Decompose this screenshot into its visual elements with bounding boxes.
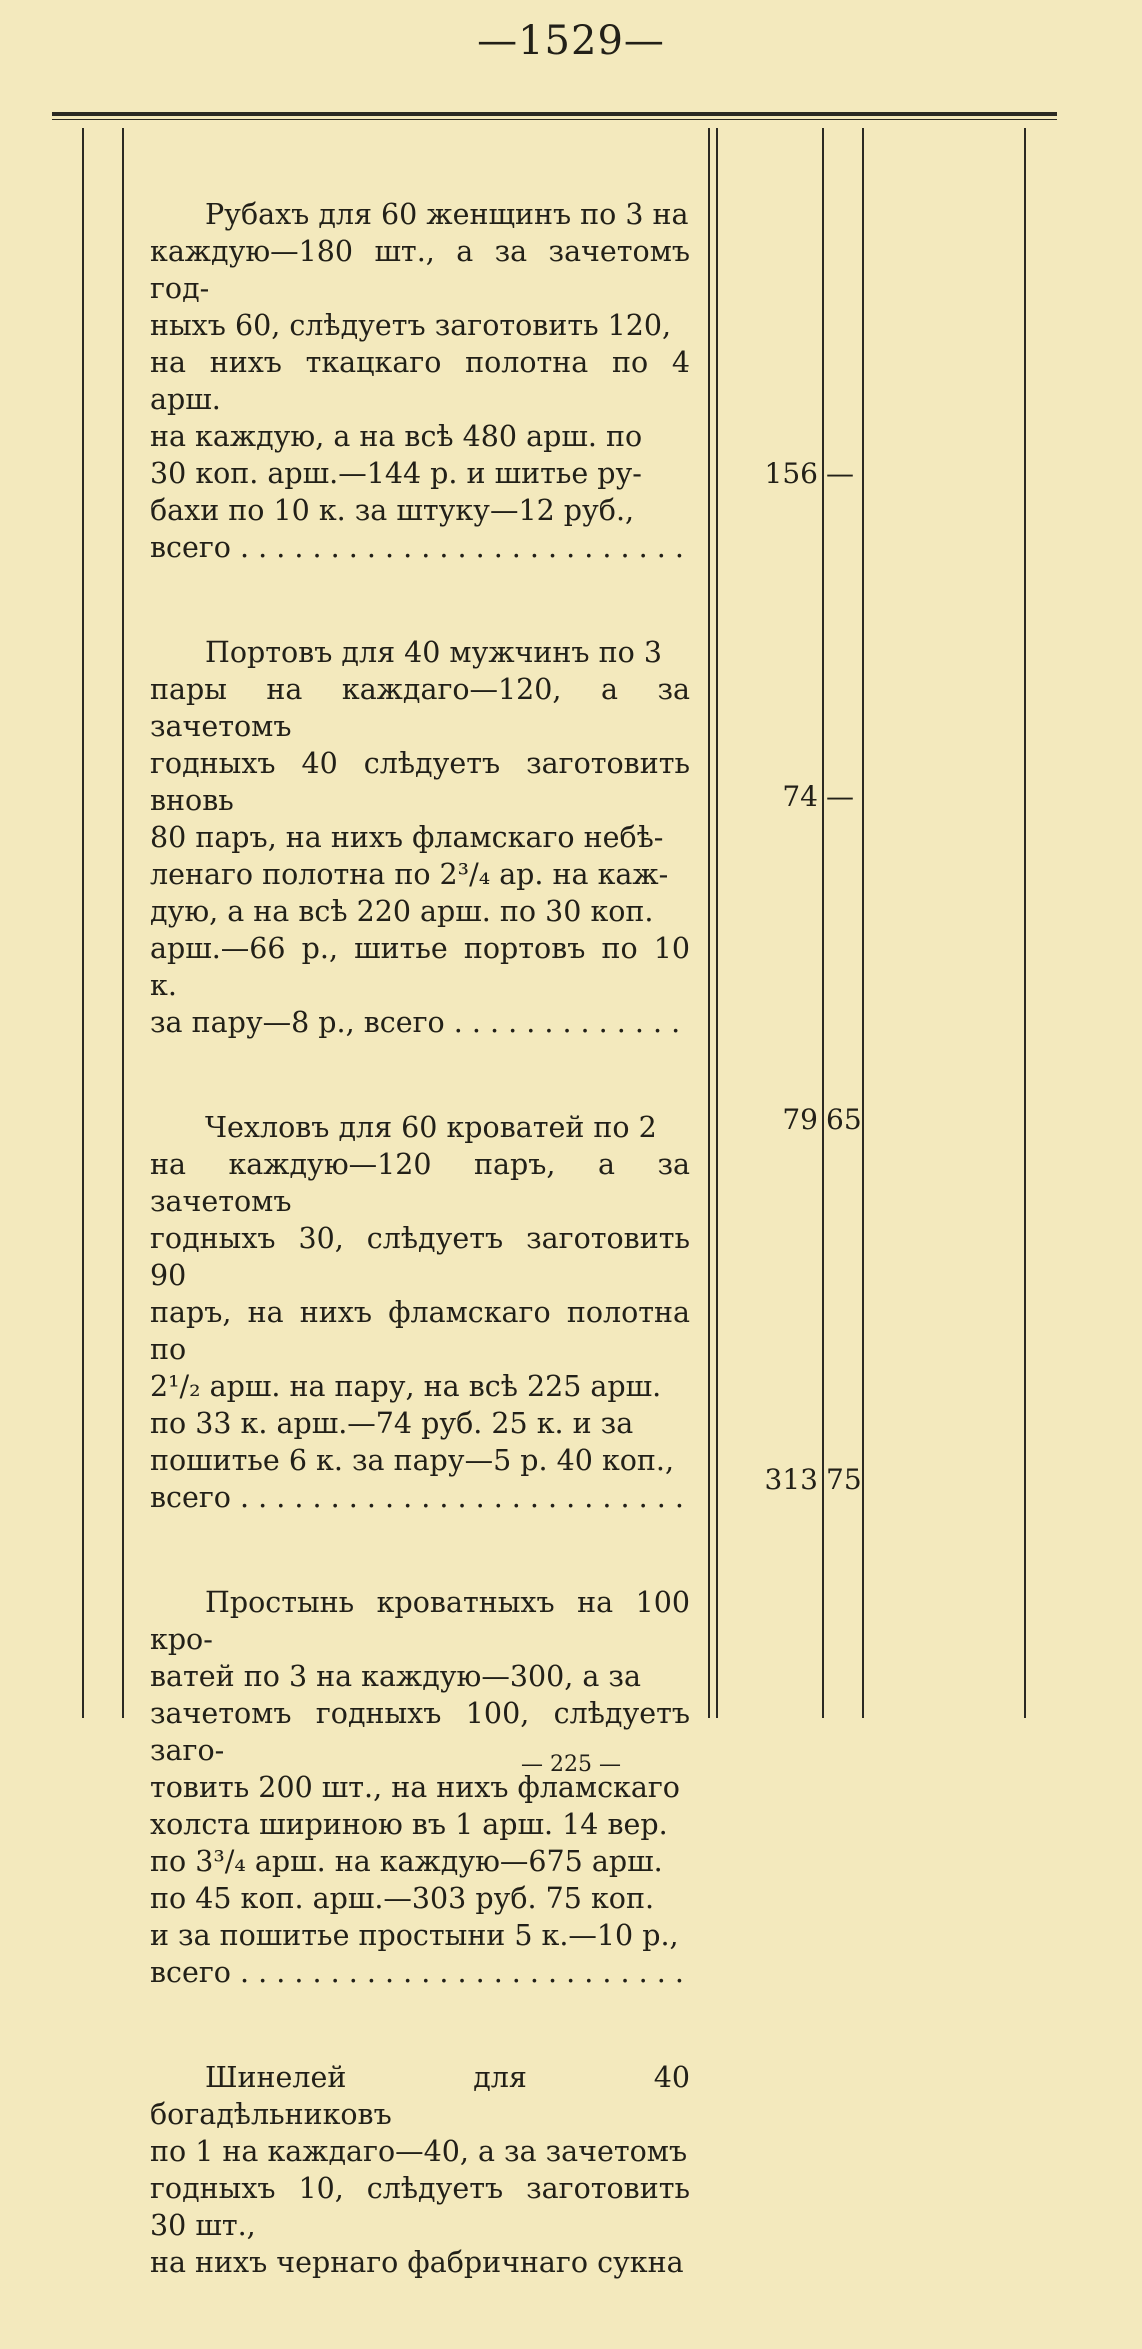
- entry-line: Портовъ для 40 мужчинъ по 3: [205, 636, 662, 669]
- entry-greatcoats: [150, 2059, 690, 2281]
- entry-line: дую, а на всѣ 220 арш. по 30 коп.: [150, 895, 654, 928]
- top-rule-thin: [52, 119, 1057, 120]
- entry-line: на нихъ ткацкаго полотна по 4 арш.: [150, 346, 690, 416]
- column-rule-kop-left: [822, 128, 824, 1718]
- column-rule-right-outer: [1024, 128, 1026, 1718]
- entry-line: по 33 к. арш.—74 руб. 25 к. и за: [150, 1407, 634, 1440]
- entry-total-label: всего . . .: [150, 1479, 690, 1516]
- entry-line: паръ, на нихъ фламскаго полотна по: [150, 1296, 690, 1366]
- sheet-number: — 225 —: [521, 1752, 621, 1777]
- amount-rub: 156: [764, 457, 818, 490]
- top-rule: [52, 112, 1057, 116]
- entry-line: Шинелей для 40 богадѣльниковъ: [150, 2061, 690, 2131]
- entry-line: годныхъ 40 слѣдуетъ заготовить вновь: [150, 747, 690, 817]
- entry-line: пары на каждаго—120, а за зачетомъ: [150, 673, 690, 743]
- entry-line: 30 коп. арш.—144 р. и шитье ру-: [150, 457, 642, 490]
- entry-line: по 3³/₄ арш. на каждую—675 арш.: [150, 1845, 663, 1878]
- amount-rub: 79: [782, 1103, 818, 1136]
- entry-line: Рубахъ для 60 женщинъ по 3 на: [205, 198, 689, 231]
- entry-line: ленаго полотна по 2³/₄ ар. на каж-: [150, 858, 669, 891]
- entry-line: холста шириною въ 1 арш. 14 вер.: [150, 1808, 668, 1841]
- entry-line: товить 200 шт., на нихъ фламскаго: [150, 1771, 680, 1804]
- text-column: [150, 196, 690, 2349]
- entry-line: 2¹/₂ арш. на пару, на всѣ 225 арш.: [150, 1370, 662, 1403]
- entry-line: арш.—66 р., шитье портовъ по 10 к.: [150, 932, 690, 1002]
- entry-line: ватей по 3 на каждую—300, а за: [150, 1660, 641, 1693]
- entry-line: бахи по 10 к. за штуку—12 руб.,: [150, 494, 635, 527]
- entry-line: по 1 на каждаго—40, а за зачетомъ: [150, 2135, 688, 2168]
- column-rule-text-right: [708, 128, 710, 1718]
- entry-line: каждую—180 шт., а за зачетомъ год-: [150, 235, 690, 305]
- amount-kop: 75: [826, 1463, 862, 1496]
- entry-shirts: [150, 196, 690, 566]
- entry-line: на каждую—120 паръ, а за зачетомъ: [150, 1148, 690, 1218]
- entry-line: зачетомъ годныхъ 100, слѣдуетъ заго-: [150, 1697, 690, 1767]
- column-rule-left-inner: [122, 128, 124, 1718]
- entry-trousers: [150, 634, 690, 1041]
- entry-total-label: всего . . .: [150, 529, 690, 566]
- entry-line: годныхъ 30, слѣдуетъ заготовить 90: [150, 1222, 690, 1292]
- entry-line: и за пошитье простыни 5 к.—10 р.,: [150, 1919, 679, 1952]
- amount-kop: 65: [826, 1103, 862, 1136]
- entry-line: Простынь кроватныхъ на 100 кро-: [150, 1586, 690, 1656]
- entry-sheets: [150, 1584, 690, 1991]
- amount-kop: —: [826, 780, 854, 813]
- amount-rub: 74: [782, 780, 818, 813]
- entry-total-label: всего . . .: [150, 1954, 690, 1991]
- entry-line: на нихъ чернаго фабричнаго сукна: [150, 2246, 684, 2279]
- entry-covers: [150, 1109, 690, 1516]
- amount-kop: —: [826, 457, 854, 490]
- entry-line: Чехловъ для 60 кроватей по 2: [205, 1111, 657, 1144]
- entry-line: на каждую, а на всѣ 480 арш. по: [150, 420, 643, 453]
- entry-total-label: за пару—8 р., всего . . .: [150, 1004, 690, 1041]
- entry-line: годныхъ 10, слѣдуетъ заготовить 30 шт.,: [150, 2172, 690, 2242]
- page-number: —1529—: [477, 18, 665, 64]
- entry-line: по 45 коп. арш.—303 руб. 75 коп.: [150, 1882, 655, 1915]
- amount-rub: 313: [764, 1463, 818, 1496]
- entry-line: 80 паръ, на нихъ фламскаго небѣ-: [150, 821, 664, 854]
- entry-line: ныхъ 60, слѣдуетъ заготовить 120,: [150, 309, 672, 342]
- column-rule-left-outer: [82, 128, 84, 1718]
- entry-line: пошитье 6 к. за пару—5 р. 40 коп.,: [150, 1444, 675, 1477]
